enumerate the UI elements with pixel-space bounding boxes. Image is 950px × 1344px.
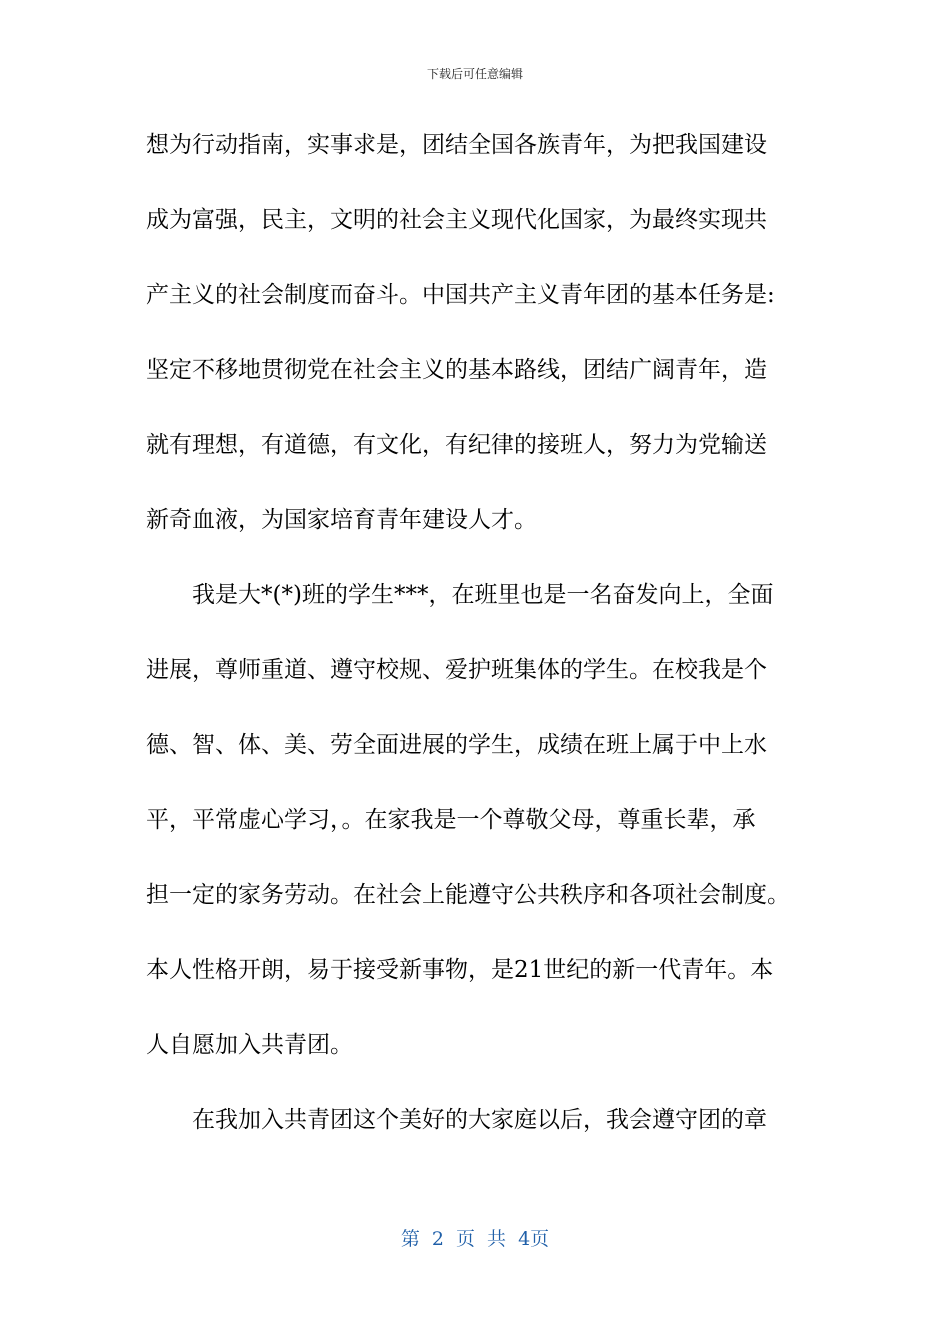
- text-line: 产主义的社会制度而奋斗。中国共产主义青年团的基本任务是:: [146, 282, 775, 308]
- text-line: 成为富强，民主，文明的社会主义现代化国家，为最终实现共: [146, 207, 767, 233]
- text-line: 德、智、体、美、劳全面进展的学生，成绩在班上属于中上水: [146, 732, 767, 758]
- text-line: 进展，尊师重道、遵守校规、爱护班集体的学生。在校我是个: [146, 657, 767, 683]
- text-line: 担一定的家务劳动。在社会上能遵守公共秩序和各项社会制度。: [146, 882, 790, 908]
- text-line: 人自愿加入共青团。: [146, 1032, 353, 1058]
- text-line: 想为行动指南，实事求是，团结全国各族青年，为把我国建设: [146, 132, 767, 158]
- paragraph-start-line: 我是大*(*)班的学生***，在班里也是一名奋发向上，全面: [192, 582, 774, 608]
- paragraph-start-line: 在我加入共青团这个美好的大家庭以后，我会遵守团的章: [192, 1107, 767, 1133]
- page-header: 下载后可任意编辑: [426, 67, 523, 81]
- text-line: 就有理想，有道德，有文化，有纪律的接班人，努力为党输送: [146, 432, 767, 458]
- text-line: 坚定不移地贯彻党在社会主义的基本路线，团结广阔青年，造: [146, 357, 767, 383]
- document-body: [146, 122, 808, 1172]
- text-line: 新奇血液，为国家培育青年建设人才。: [146, 507, 537, 533]
- page-number-footer: 第 2 页 共 4页: [400, 1228, 550, 1250]
- text-line: 平，平常虚心学习，。在家我是一个尊敬父母，尊重长辈，承: [146, 807, 756, 833]
- text-line: 本人性格开朗，易于接受新事物，是21世纪的新一代青年。本: [146, 957, 774, 983]
